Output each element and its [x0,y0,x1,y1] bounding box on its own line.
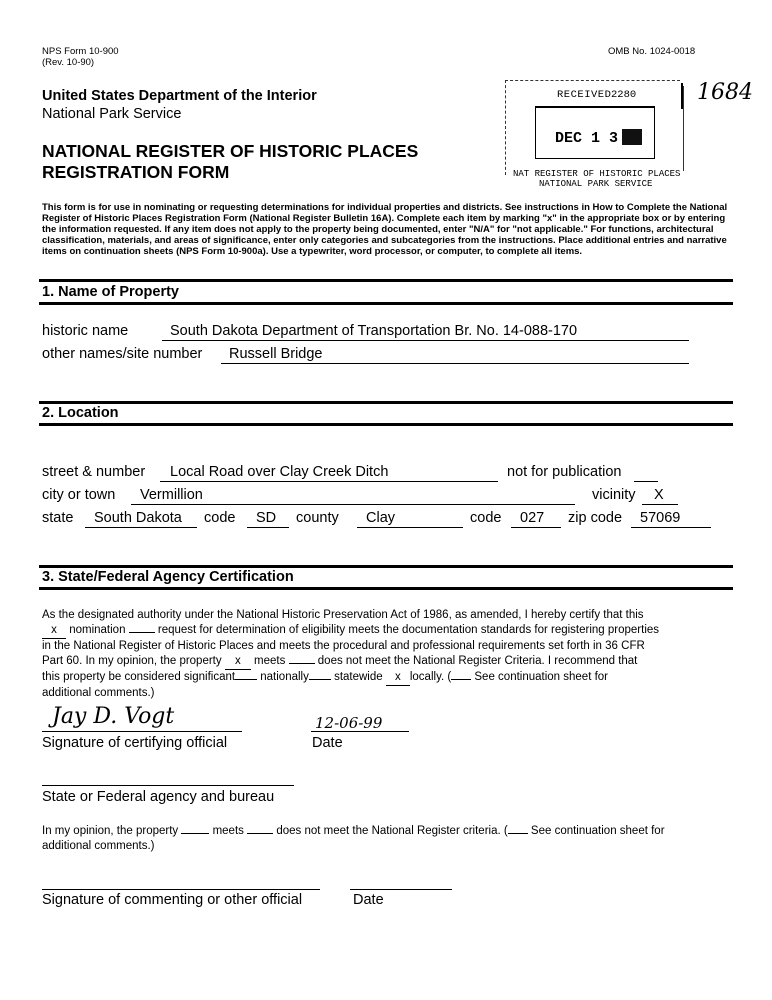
certifying-signature-line [42,731,242,732]
section3-heading: 3. State/Federal Agency Certification [42,569,294,585]
continuation-sheet-mark[interactable] [451,679,471,680]
stamp-footer-line1: NAT REGISTER OF HISTORIC PLACES [513,169,681,179]
instructions-line3: the information requested. If any item does not apply to the property being documented, enter "N/A" for "not applicable." For functions, architectural [42,224,714,235]
street-value[interactable]: Local Road over Clay Creek Ditch [170,464,389,480]
comment-continuation-label: See continuation sheet for [530,825,665,837]
nationally-mark[interactable] [235,679,257,680]
commenting-signature-label: Signature of commenting or other official [42,892,303,908]
commenting-date-line [350,889,452,890]
zip-value[interactable]: 57069 [640,510,681,526]
locally-mark[interactable]: x [386,670,410,686]
handwritten-number: 1684 [697,80,753,105]
received-stamp [505,80,687,192]
form-title-line2: REGISTRATION FORM [42,162,230,182]
certifying-date-value[interactable]: 12-06-99 [315,714,383,732]
cert-line4-text: Part 60. In my opinion, the property [42,655,222,667]
stamp-footer-line2: NATIONAL PARK SERVICE [539,179,653,189]
state-value[interactable]: South Dakota [94,510,182,526]
certifying-signature-label: Signature of certifying official [42,735,228,751]
section2-top-rule [39,401,733,404]
county-label: county [296,510,339,526]
comment-does-not-meet-mark[interactable] [247,833,273,834]
stamp-received-number: 2280 [611,89,637,101]
vicinity-value[interactable]: X [654,487,664,503]
certifying-signature: Jay D. Vogt [52,704,175,729]
cert-line6: additional comments.) [42,687,155,699]
section1-top-rule [39,279,733,282]
street-label: street & number [42,464,146,480]
stamp-redaction [622,129,642,145]
instructions-line2: Register of Historic Places Registration Form (National Register Bulletin 16A). Complete each item by marking "x" in the appropriate box or by entering [42,213,726,224]
form-title-line1: NATIONAL REGISTER OF HISTORIC PLACES [42,141,419,161]
county-code-label: code [470,510,502,526]
nationally-label: nationally [260,671,309,683]
commenting-date-label: Date [353,892,384,908]
street-line [160,481,498,482]
cert-line4-end: does not meet the National Register Criteria. I recommend that [317,655,638,667]
meets-label: meets [254,655,286,667]
certification-paragraph [42,608,742,701]
city-value[interactable]: Vermillion [140,487,203,503]
locally-label: locally. ( [409,671,452,683]
form-number: NPS Form 10-900 [42,46,119,57]
nomination-mark[interactable]: x [42,623,66,639]
cert-line5-text: this property be considered significant [42,671,236,683]
request-determination-mark[interactable] [129,632,155,633]
section3-bottom-rule [39,587,733,590]
section1-heading: 1. Name of Property [42,284,179,300]
section2-bottom-rule [39,423,733,426]
comment-line1-middle: does not meet the National Register criteria. ( [276,825,508,837]
historic-name-line [162,340,689,341]
omb-number: OMB No. 1024-0018 [608,46,696,57]
comment-paragraph [42,824,742,854]
cert-line2 [42,623,742,639]
instructions-line5: items on continuation sheets (NPS Form 10-900a). Use a typewriter, word processor, or computer, to complete all items. [42,246,583,257]
county-code-value[interactable]: 027 [520,510,545,526]
section3-top-rule [39,565,733,568]
vicinity-line [642,504,678,505]
certifying-date-label: Date [312,735,343,751]
city-line [131,504,575,505]
stamp-date: DEC 1 3 [555,130,619,147]
continuation-label: See continuation sheet for [474,671,609,683]
instructions-line4: classification, materials, and areas of significance, enter only categories and subcategories from the instructions. Place additional entries and narrative [42,235,727,246]
cert-line3: in the National Register of Historic Places and meets the procedural and professional requirements set forth in 36 CFR [42,640,645,652]
section2-heading: 2. Location [42,405,119,421]
county-code-line [511,527,561,528]
cert-line1: As the designated authority under the National Historic Preservation Act of 1986, as amended, I hereby certify that this [42,609,644,621]
department-name: United States Department of the Interior [42,88,317,104]
zip-label: zip code [568,510,623,526]
cert-line2-text: request for determination of eligibility meets the documentation standards for registering properties [157,624,660,636]
comment-meets-mark[interactable] [181,833,209,834]
certifying-date-line [311,731,409,732]
form-revision: (Rev. 10-90) [42,57,95,68]
comment-line2: additional comments.) [42,840,155,852]
other-names-label: other names/site number [42,346,203,362]
state-code-line [247,527,289,528]
zip-line [631,527,711,528]
meets-mark[interactable]: x [225,654,251,670]
commenting-signature-line [42,889,320,890]
agency-label: State or Federal agency and bureau [42,789,275,805]
cert-line4 [42,654,742,670]
comment-meets-label: meets [212,825,244,837]
county-line [357,527,463,528]
service-name: National Park Service [42,106,182,122]
not-for-publication-label: not for publication [507,464,622,480]
city-label: city or town [42,487,116,503]
instructions-line1: This form is for use in nominating or requesting determinations for individual properties and districts. See instructions in How to Complete the National [42,202,728,213]
state-label: state [42,510,74,526]
not-for-publication-field[interactable] [634,481,658,482]
state-line [85,527,197,528]
historic-name-label: historic name [42,323,129,339]
vicinity-label: vicinity [592,487,636,503]
comment-line1-text: In my opinion, the property [42,825,179,837]
other-names-value[interactable]: Russell Bridge [229,346,323,362]
stamp-received: RECEIVED [557,89,612,101]
nomination-label: nomination [69,624,126,636]
agency-line [42,785,294,786]
other-names-line [221,363,689,364]
stamp-mark [681,83,683,109]
state-code-value[interactable]: SD [256,510,277,526]
statewide-label: statewide [334,671,383,683]
county-value[interactable]: Clay [366,510,396,526]
state-code-label: code [204,510,236,526]
comment-continuation-mark[interactable] [508,833,528,834]
statewide-mark[interactable] [309,679,331,680]
does-not-meet-mark[interactable] [289,663,315,664]
cert-line5 [42,670,742,686]
comment-line1 [42,824,742,839]
section1-bottom-rule [39,302,733,305]
historic-name-value[interactable]: South Dakota Department of Transportation Br. No. 14-088-170 [170,323,578,339]
